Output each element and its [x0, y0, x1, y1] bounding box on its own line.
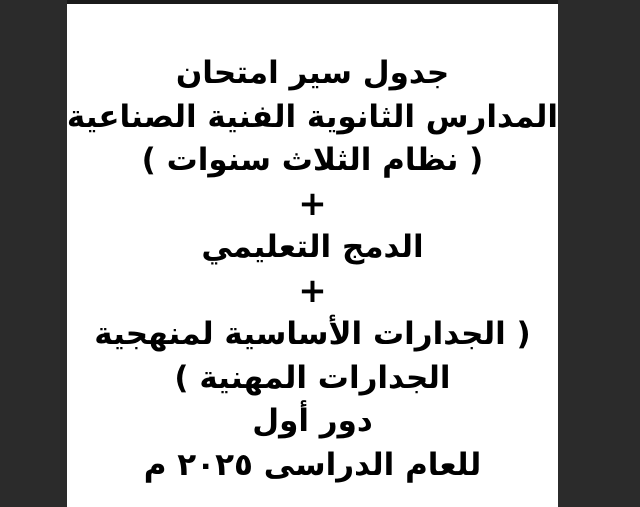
- title-line-schools: المدارس الثانوية الفنية الصناعية: [67, 98, 558, 135]
- plus-sign: +: [298, 270, 327, 311]
- title-line-competencies: ( الجدارات الأساسية لمنهجية: [94, 316, 531, 352]
- top-border-line: [67, 0, 558, 4]
- title-line-professional-competencies: الجدارات المهنية ): [174, 359, 451, 396]
- title-line-system: ( نظام الثلاث سنوات ): [141, 142, 484, 178]
- plus-sign: +: [298, 183, 327, 224]
- document-page: [67, 0, 558, 507]
- title-line-first-round: دور أول: [252, 403, 373, 439]
- title-line-exam-schedule: جدول سير امتحان: [175, 55, 450, 91]
- title-line-inclusion: الدمج التعليمي: [201, 229, 424, 265]
- title-block: [67, 52, 558, 487]
- title-line-academic-year: للعام الدراسى ٢٠٢٥ م: [143, 446, 482, 483]
